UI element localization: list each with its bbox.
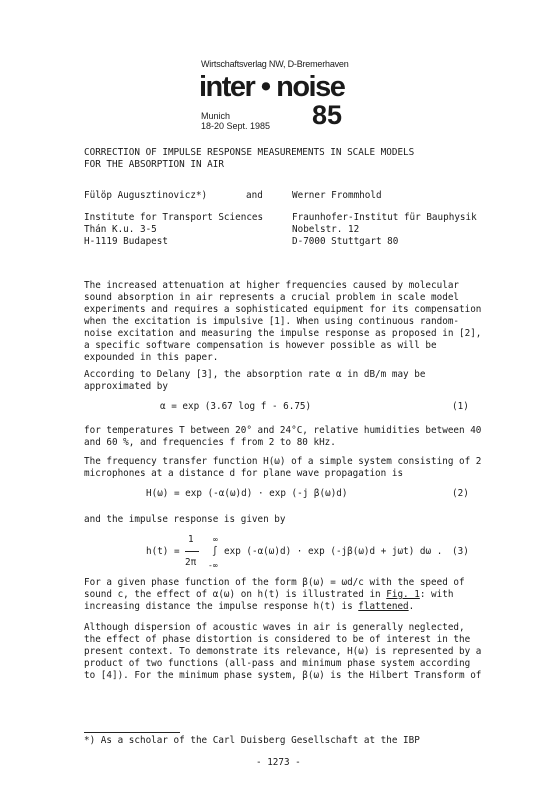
equation-3-fraction-bar xyxy=(185,551,199,552)
equation-3-integral-sign: ∫ xyxy=(212,546,218,557)
paper-title-line1: CORRECTION OF IMPULSE RESPONSE MEASUREMENTS IN SCALE MODELS xyxy=(84,147,415,158)
paragraph-phase-function-text-c: . xyxy=(408,601,415,612)
affiliation-1-line1: Institute for Transport Sciences xyxy=(84,212,264,223)
author-1: Fülöp Augusztinovicz*) xyxy=(84,190,208,201)
affiliation-1-line2: Thán K.u. 3-5 xyxy=(84,224,157,235)
equation-3-lhs: h(t) = xyxy=(146,546,180,557)
paragraph-intro: The increased attenuation at higher frequencies caused by molecular sound absorption in air represents a crucial problem in scale model experiments and requires a sophisticated equipment for its compensation when the excitation is impulsive [1]. When using continuous random-noise excitation and measuring the impulse response as proposed in [2], a specific software compensation is however possible as will be expounded in this paper. xyxy=(84,280,482,363)
conference-logo: inter • noise xyxy=(199,71,345,103)
paragraph-conditions: for temperatures T between 20° and 24°C, relative humidities between 40 and 60 %, and frequencies f from 2 to 80 kHz. xyxy=(84,425,482,448)
equation-3-number: (3) xyxy=(452,546,469,557)
conference-location xyxy=(201,111,270,131)
paragraph-delany: According to Delany [3], the absorption rate α in dB/m may be approximated by xyxy=(84,369,426,392)
paragraph-impulse-response: and the impulse response is given by xyxy=(84,514,286,525)
affiliation-1-line3: H-1119 Budapest xyxy=(84,236,168,247)
footnote: *) As a scholar of the Carl Duisberg Gesellschaft at the IBP xyxy=(84,735,420,746)
equation-1: α = exp (3.67 log f - 6.75) xyxy=(160,401,312,412)
affiliation-2-line1: Fraunhofer-Institut für Bauphysik xyxy=(292,212,477,223)
equation-2: H(ω) = exp (-α(ω)d) · exp (-j β(ω)d) xyxy=(146,488,348,499)
publisher-line: Wirtschaftsverlag NW, D-Bremerhaven xyxy=(201,59,349,69)
flattened-emphasis: flattened xyxy=(358,601,409,612)
equation-3-fraction-numerator: 1 xyxy=(188,534,194,545)
paragraph-phase-function-text-a: For a given phase function of the form β(ω) = ωd/c with the speed of sound c, the effect of α(ω) on h(t) is illustrated in xyxy=(84,577,465,600)
equation-3-integral-upper-limit: ∞ xyxy=(213,535,218,544)
affiliation-2-line3: D-7000 Stuttgart 80 xyxy=(292,236,399,247)
equation-2-number: (2) xyxy=(452,488,469,499)
figure-1-reference: Fig. 1 xyxy=(386,589,420,600)
paper-title-line2: FOR THE ABSORPTION IN AIR xyxy=(84,159,224,170)
affiliation-2-line2: Nobelstr. 12 xyxy=(292,224,360,235)
paragraph-phase-function xyxy=(84,577,484,613)
equation-3-fraction-denominator: 2π xyxy=(185,557,197,568)
author-connector: and xyxy=(246,190,263,201)
page-number: - 1273 - xyxy=(256,757,301,768)
paragraph-transfer-function: The frequency transfer function H(ω) of a simple system consisting of 2 microphones at a distance d for plane wave propagation is xyxy=(84,456,482,479)
paragraph-phase-function-text-b: : with increasing distance the impulse response h(t) is xyxy=(84,589,454,612)
conference-city: Munich xyxy=(201,111,231,121)
equation-3-integral-lower-limit: -∞ xyxy=(208,561,218,570)
author-2: Werner Frommhold xyxy=(292,190,382,201)
conference-dates: 18-20 Sept. 1985 xyxy=(201,121,271,131)
equation-1-number: (1) xyxy=(452,401,469,412)
footnote-rule xyxy=(84,732,180,733)
equation-3-rhs: exp (-α(ω)d) · exp (-jβ(ω)d + jωt) dω . xyxy=(224,546,443,557)
conference-year: 85 xyxy=(312,100,343,130)
paragraph-dispersion: Although dispersion of acoustic waves in air is generally neglected, the effect of phase distortion is considered to be of interest in the present context. To demonstrate its relevance, H(ω) is represented by a product of two functions (all-pass and minimum phase system according to [4]). For the minimum phase system, β(ω) is the Hilbert Transform of xyxy=(84,622,482,681)
